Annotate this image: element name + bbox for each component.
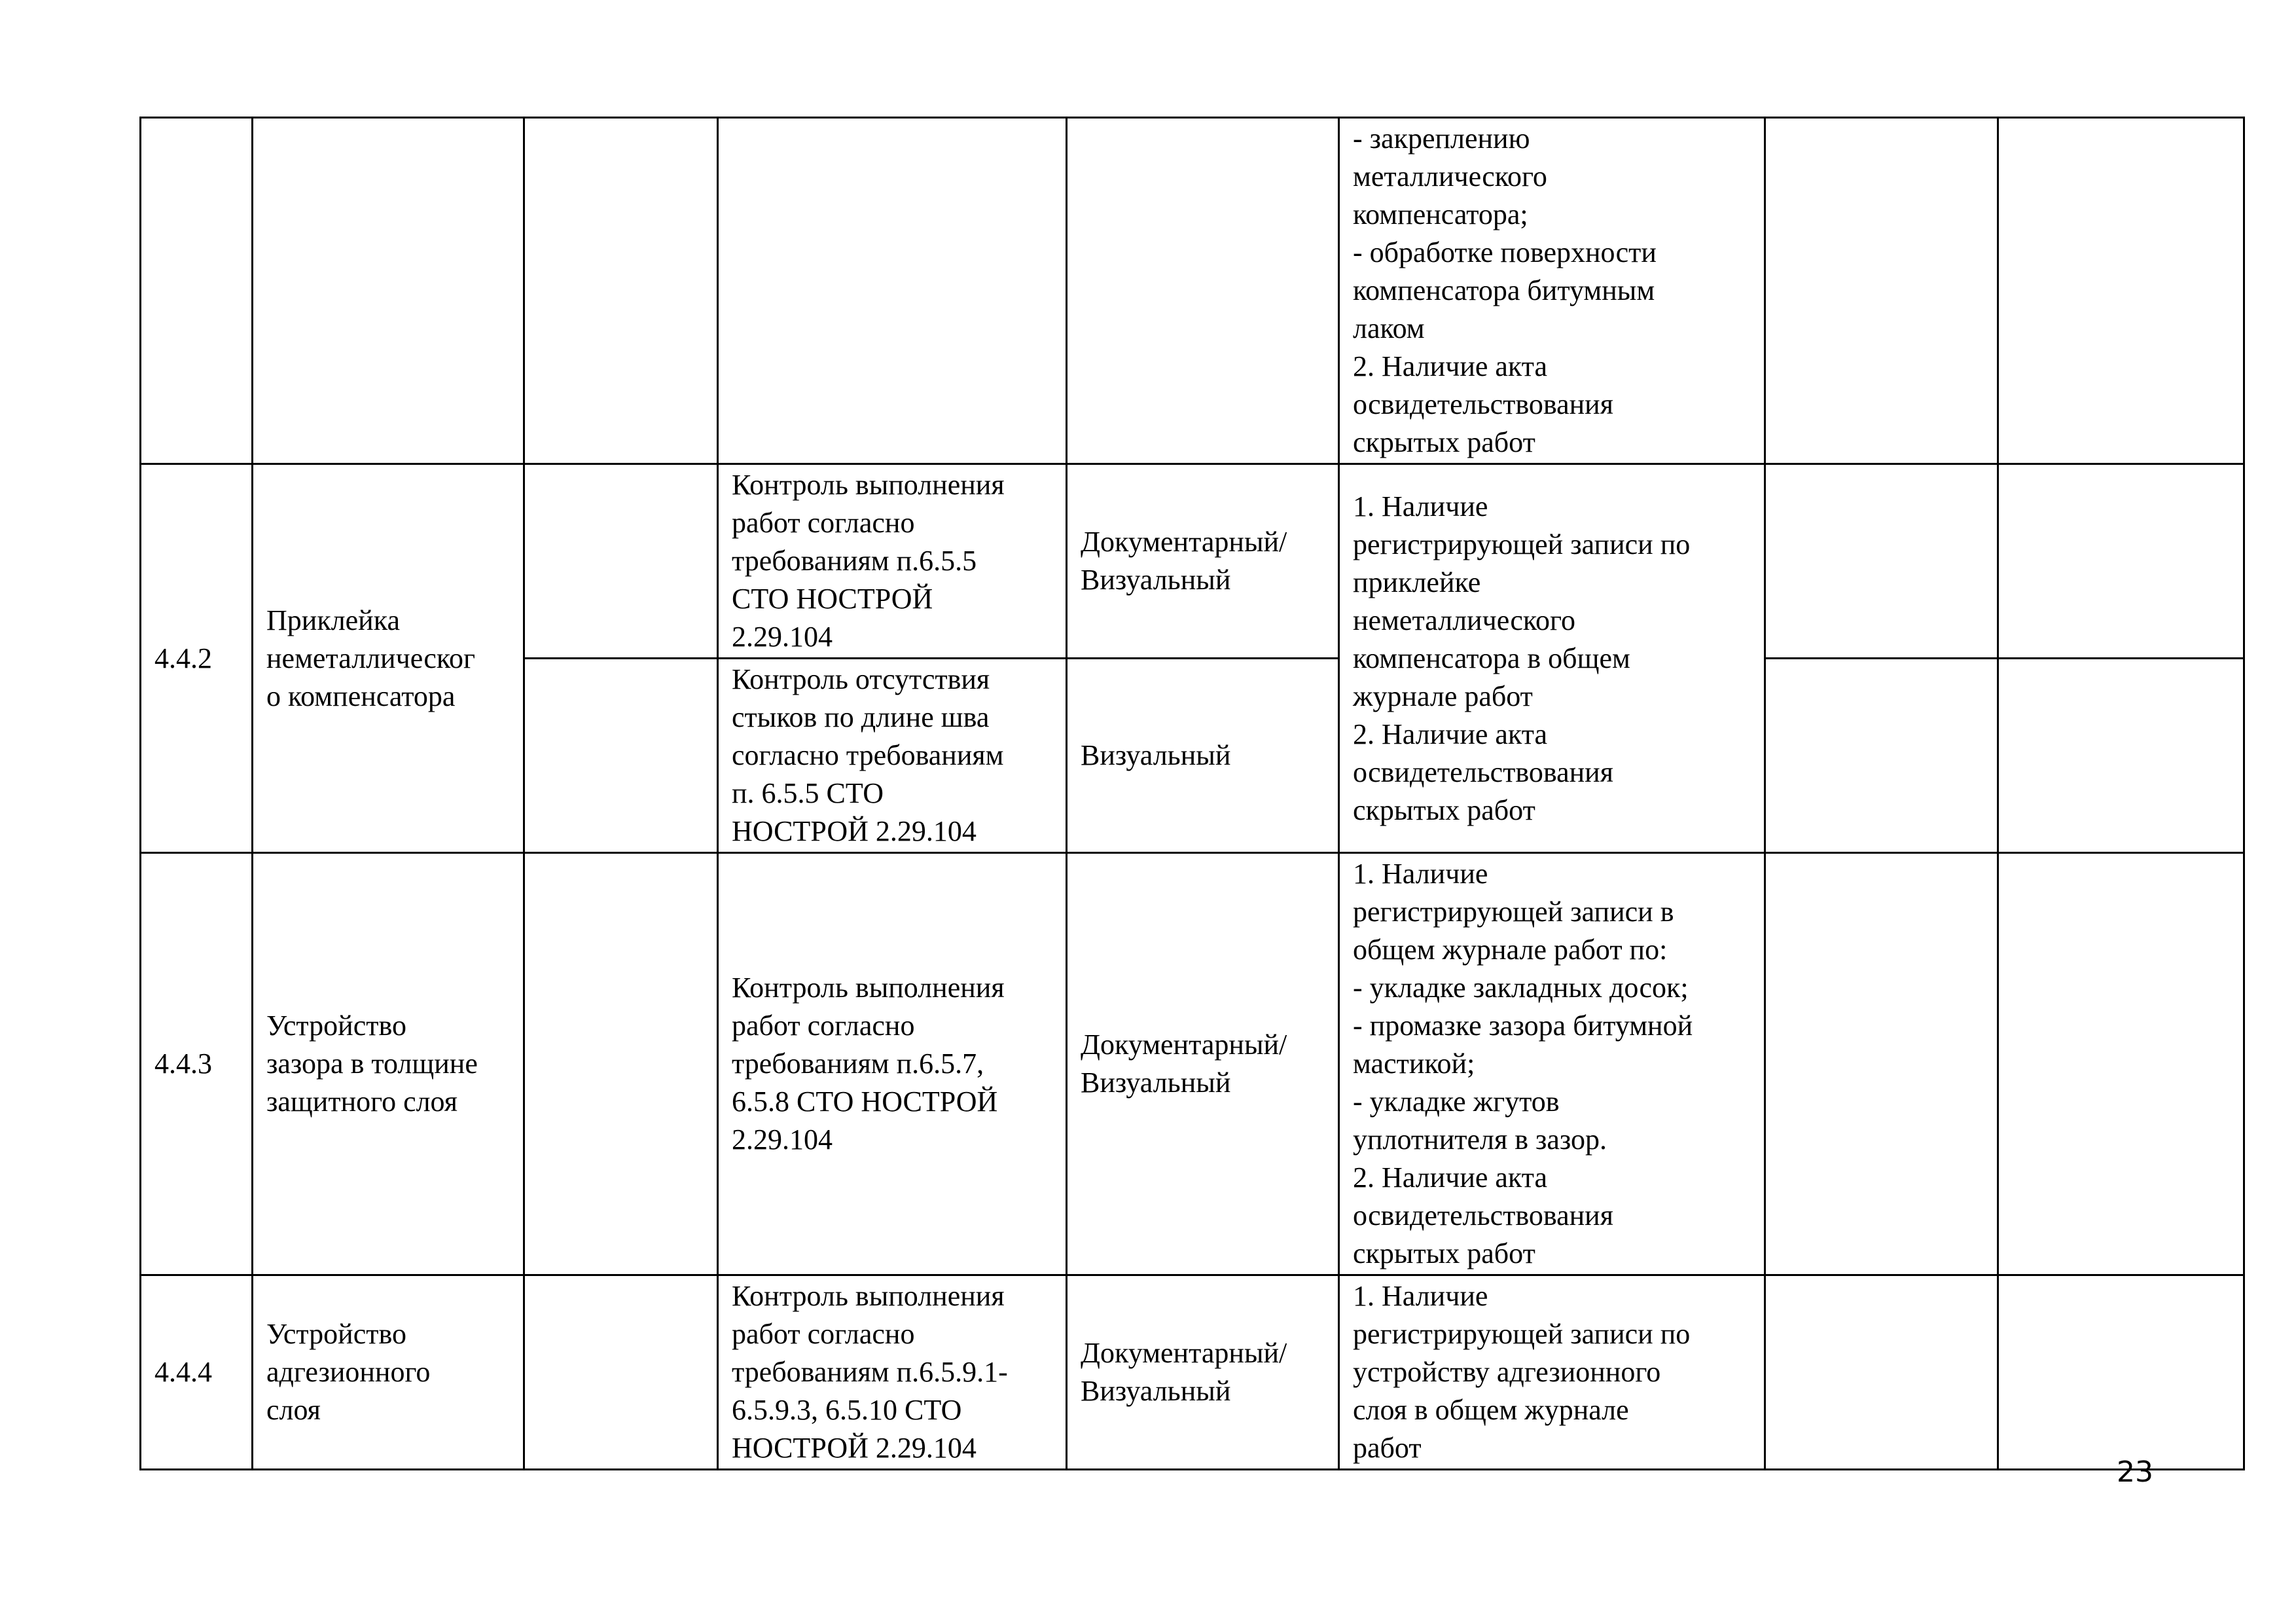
text-line: скрытых работ xyxy=(1353,793,1535,826)
cell-empty xyxy=(524,853,718,1275)
text-line: журнале работ xyxy=(1353,680,1533,712)
text-line: Документарный/ xyxy=(1081,1029,1287,1061)
cell-empty xyxy=(524,464,718,659)
cell-work-name xyxy=(253,1275,524,1470)
text-line: Устройство xyxy=(266,1318,406,1350)
text-line: защитного слоя xyxy=(266,1085,457,1118)
text-line: освидетельствования xyxy=(1353,388,1613,420)
cell-work-name xyxy=(253,118,524,464)
text-line: скрытых работ xyxy=(1353,1237,1535,1269)
text-line: лаком xyxy=(1353,312,1425,344)
text-line: Документарный/ xyxy=(1081,526,1287,558)
text-line: 6.5.9.3, 6.5.10 СТО xyxy=(732,1394,962,1426)
text-line: о компенсатора xyxy=(266,680,456,712)
text-line: приклейке xyxy=(1353,566,1481,598)
text-line: 1. Наличие xyxy=(1353,858,1488,890)
cell-empty xyxy=(1998,118,2244,464)
text-line: стыков по длине шва xyxy=(732,701,990,733)
text-line: мастикой; xyxy=(1353,1048,1475,1080)
cell-control xyxy=(718,118,1067,464)
text-line: Контроль выполнения xyxy=(732,1280,1005,1312)
cell-method xyxy=(1067,1275,1339,1470)
table-row xyxy=(141,1275,2244,1470)
table-row xyxy=(141,853,2244,1275)
text-line: устройству адгезионного xyxy=(1353,1356,1661,1388)
cell-result xyxy=(1339,1275,1765,1470)
text-line: компенсатора битумным xyxy=(1353,274,1655,306)
text-line: требованиям п.6.5.7, xyxy=(732,1048,984,1080)
text-line: - укладке жгутов xyxy=(1353,1085,1560,1118)
text-line: НОСТРОЙ 2.29.104 xyxy=(732,815,977,847)
page-number: 23 xyxy=(2117,1455,2153,1489)
text-line: регистрирующей записи по xyxy=(1353,1318,1691,1350)
text-line: освидетельствования xyxy=(1353,1199,1613,1231)
cell-empty xyxy=(1998,853,2244,1275)
cell-empty xyxy=(1998,659,2244,853)
table-row xyxy=(141,464,2244,659)
text-line: НОСТРОЙ 2.29.104 xyxy=(732,1432,977,1464)
text-line: п. 6.5.5 СТО xyxy=(732,777,884,809)
cell-method xyxy=(1067,659,1339,853)
cell-empty xyxy=(1765,1275,1998,1470)
text-line: скрытых работ xyxy=(1353,426,1535,458)
cell-empty xyxy=(524,118,718,464)
text-line: Контроль отсутствия xyxy=(732,663,990,695)
item-number: 4.4.3 xyxy=(154,1048,212,1080)
text-line: Устройство xyxy=(266,1010,406,1042)
cell-method xyxy=(1067,464,1339,659)
cell-empty xyxy=(524,659,718,853)
text-line: металлического xyxy=(1353,160,1547,192)
text-line: 2. Наличие акта xyxy=(1353,718,1548,750)
text-line: - промазке зазора битумной xyxy=(1353,1010,1693,1042)
text-line: неметаллическог xyxy=(266,642,476,674)
text-line: Контроль выполнения xyxy=(732,972,1005,1004)
text-line: компенсатора; xyxy=(1353,198,1528,230)
cell-empty xyxy=(1765,118,1998,464)
text-line: регистрирующей записи в xyxy=(1353,896,1674,928)
cell-result xyxy=(1339,464,1765,853)
cell-empty xyxy=(1765,659,1998,853)
text-line: 1. Наличие xyxy=(1353,490,1488,522)
text-line: 2.29.104 xyxy=(732,621,833,653)
text-line: уплотнителя в зазор. xyxy=(1353,1123,1607,1156)
text-line: Визуальный xyxy=(1081,564,1231,596)
text-line: 2. Наличие акта xyxy=(1353,350,1548,382)
text-line: работ xyxy=(1353,1432,1422,1464)
cell-work-name xyxy=(253,464,524,853)
text-line: Документарный/ xyxy=(1081,1337,1287,1369)
cell-control xyxy=(718,853,1067,1275)
text-line: Визуальный xyxy=(1081,1375,1231,1407)
text-line: Визуальный xyxy=(1081,1067,1231,1099)
text-line: Контроль выполнения xyxy=(732,469,1005,501)
cell-result xyxy=(1339,118,1765,464)
text-line: требованиям п.6.5.5 xyxy=(732,545,977,577)
text-line: адгезионного xyxy=(266,1356,431,1388)
inspection-table xyxy=(139,117,2245,1470)
cell-method xyxy=(1067,853,1339,1275)
cell-control xyxy=(718,1275,1067,1470)
text-line: компенсатора в общем xyxy=(1353,642,1630,674)
text-line: работ согласно xyxy=(732,1318,915,1350)
item-number: 4.4.2 xyxy=(154,642,212,674)
text-line: - укладке закладных досок; xyxy=(1353,972,1689,1004)
item-number: 4.4.4 xyxy=(154,1356,212,1388)
cell-empty xyxy=(1998,1275,2244,1470)
text-line: неметаллического xyxy=(1353,604,1575,636)
text-line: слоя в общем журнале xyxy=(1353,1394,1629,1426)
text-line: - закреплению xyxy=(1353,122,1530,155)
text-line: общем журнале работ по: xyxy=(1353,934,1668,966)
cell-number xyxy=(141,118,253,464)
text-line: регистрирующей записи по xyxy=(1353,528,1691,560)
text-line: освидетельствования xyxy=(1353,756,1613,788)
cell-number xyxy=(141,464,253,853)
text-line: работ согласно xyxy=(732,507,915,539)
text-line: Приклейка xyxy=(266,604,400,636)
text-line: согласно требованиям xyxy=(732,739,1004,771)
text-line: СТО НОСТРОЙ xyxy=(732,583,933,615)
text-line: 1. Наличие xyxy=(1353,1280,1488,1312)
text-line: зазора в толщине xyxy=(266,1048,478,1080)
cell-method xyxy=(1067,118,1339,464)
text-line: требованиям п.6.5.9.1- xyxy=(732,1356,1008,1388)
cell-empty xyxy=(1765,464,1998,659)
cell-empty xyxy=(524,1275,718,1470)
cell-work-name xyxy=(253,853,524,1275)
text-line: 2.29.104 xyxy=(732,1123,833,1156)
cell-number xyxy=(141,1275,253,1470)
cell-number xyxy=(141,853,253,1275)
text-line: 2. Наличие акта xyxy=(1353,1161,1548,1194)
cell-control xyxy=(718,659,1067,853)
cell-empty xyxy=(1765,853,1998,1275)
text-line: Визуальный xyxy=(1081,739,1231,771)
text-line: работ согласно xyxy=(732,1010,915,1042)
cell-control xyxy=(718,464,1067,659)
text-line: слоя xyxy=(266,1394,321,1426)
cell-empty xyxy=(1998,464,2244,659)
text-line: 6.5.8 СТО НОСТРОЙ xyxy=(732,1085,998,1118)
cell-result xyxy=(1339,853,1765,1275)
table-row xyxy=(141,118,2244,464)
text-line: - обработке поверхности xyxy=(1353,236,1657,268)
